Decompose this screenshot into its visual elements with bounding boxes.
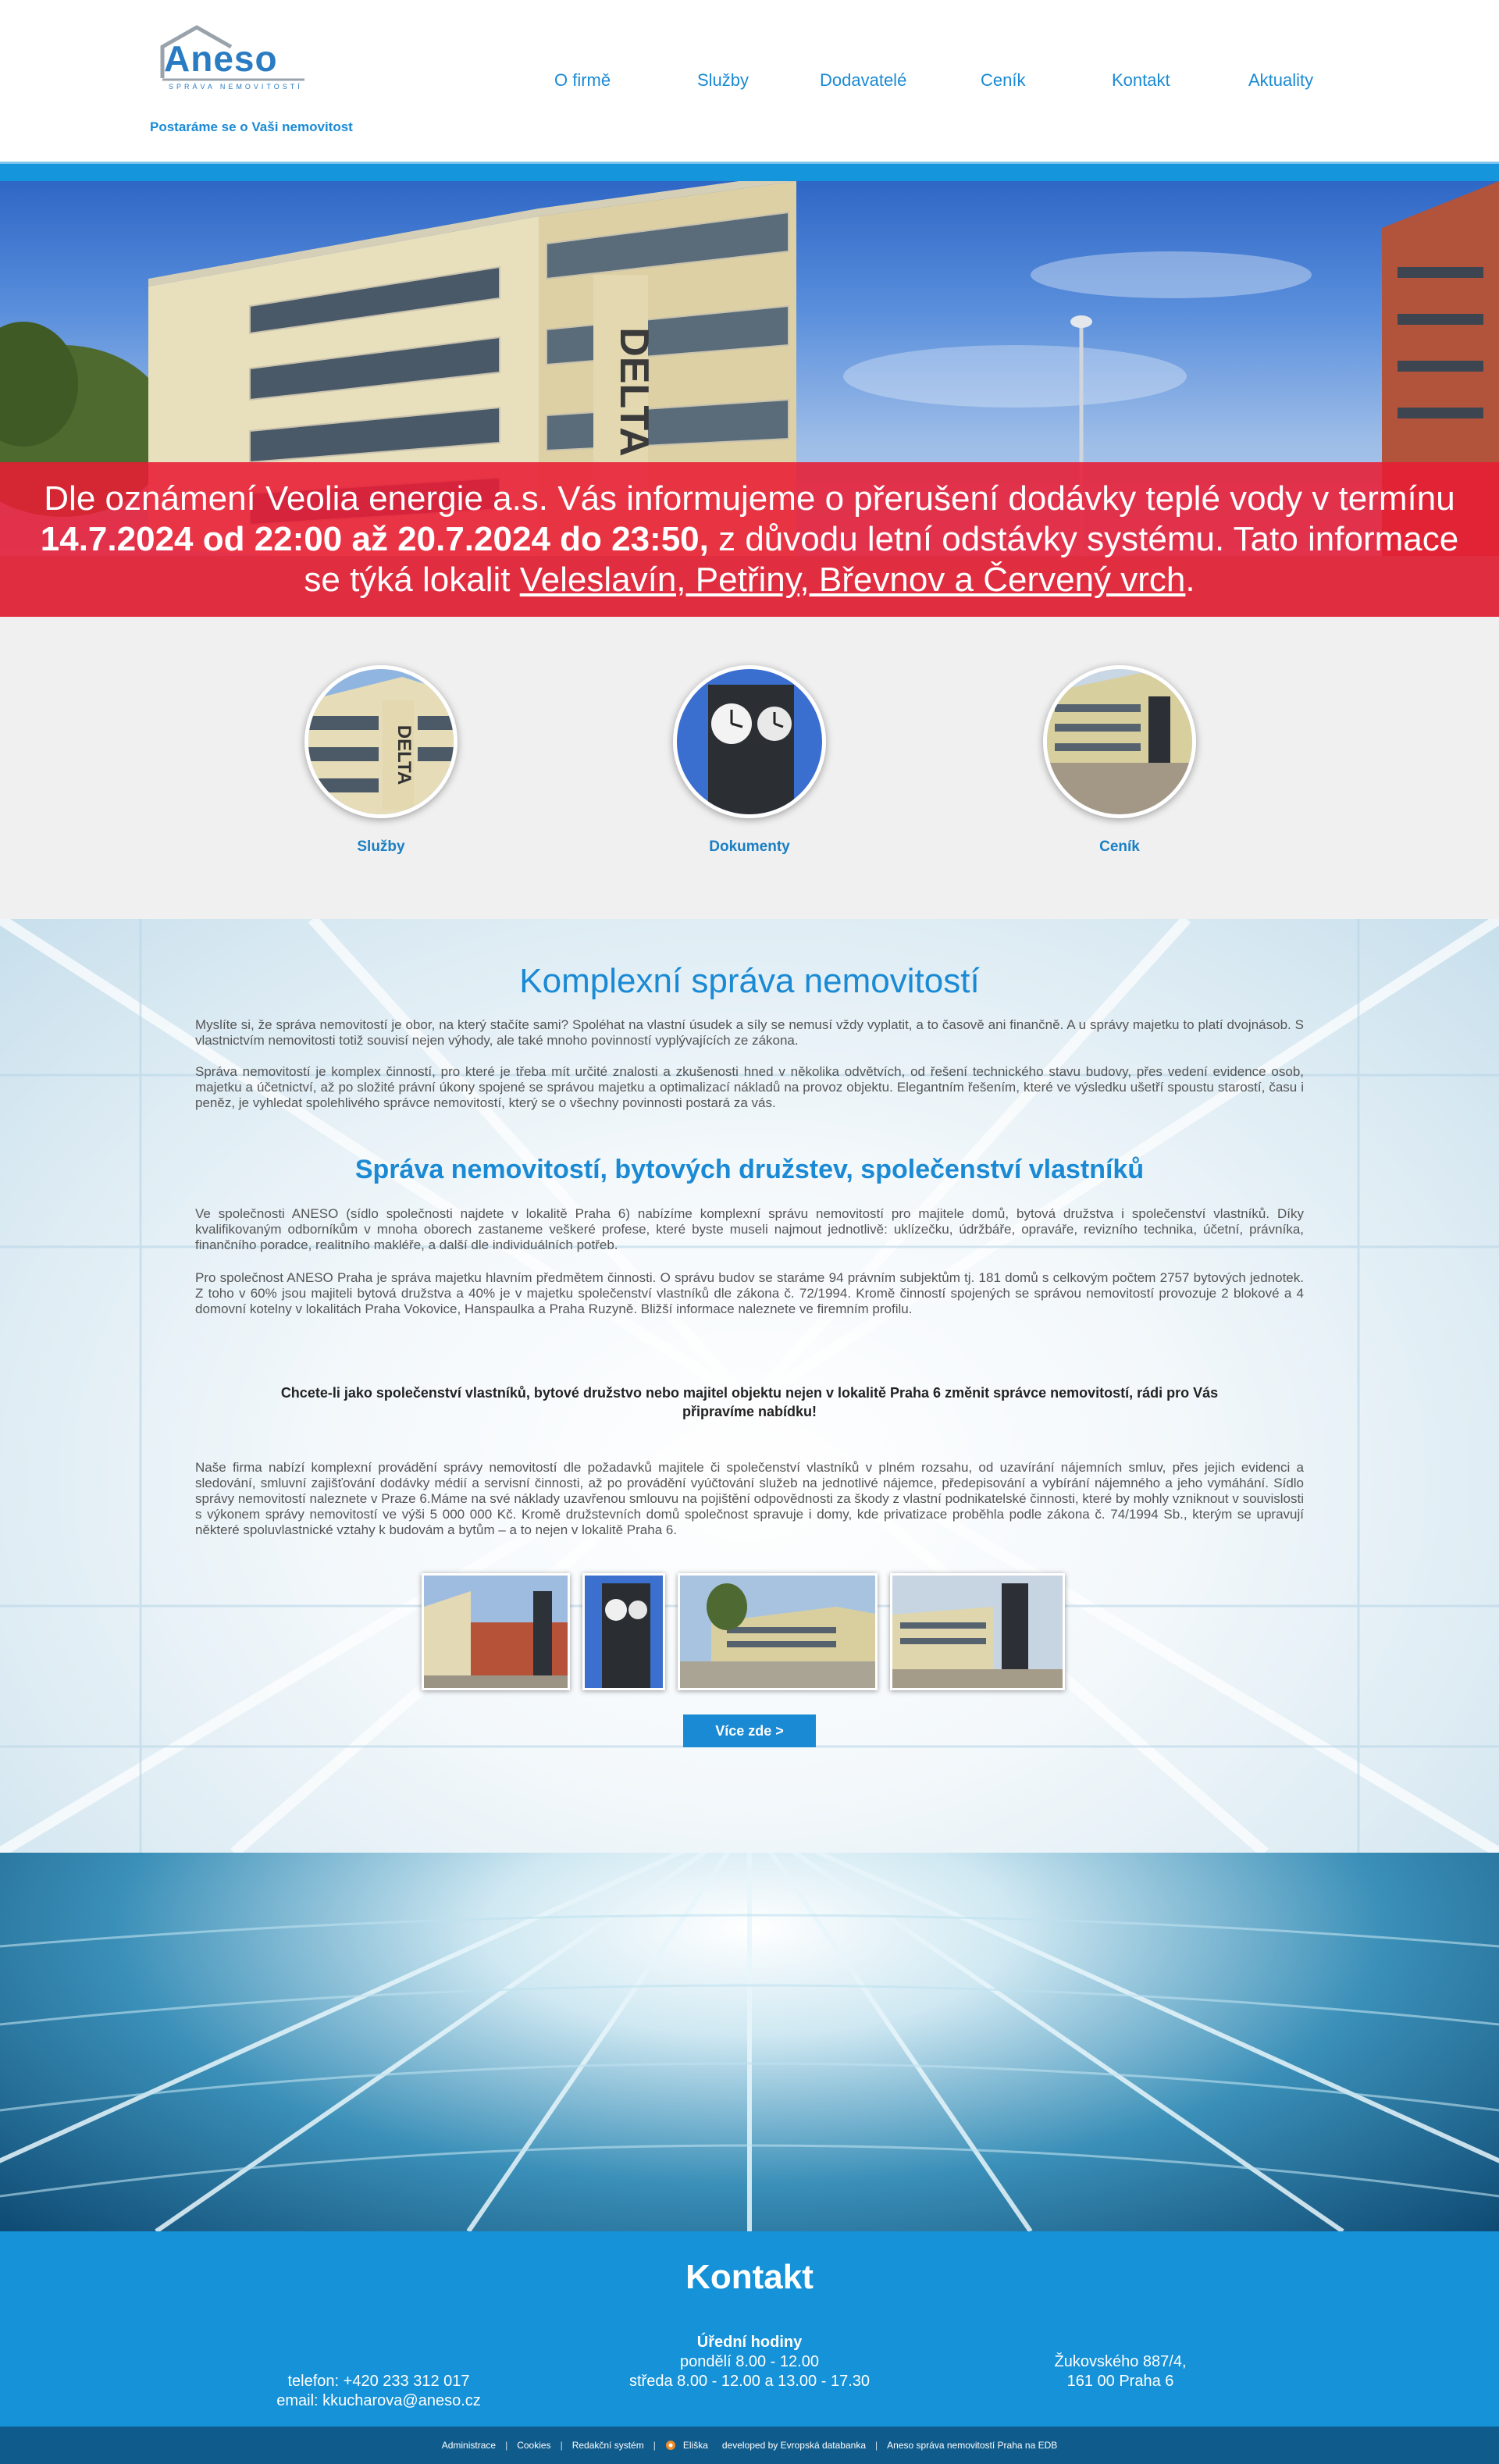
site-header (0, 0, 1499, 164)
eliska-link[interactable]: Eliška (665, 2440, 713, 2452)
logo-text: Aneso (164, 38, 278, 79)
logo-subtitle: SPRÁVA NEMOVITOSTÍ (169, 83, 303, 91)
footer-phone[interactable]: telefon: +420 233 312 017 (287, 2373, 470, 2390)
icon-label-cenik[interactable]: Ceník (1099, 839, 1140, 855)
building-photo-icon[interactable] (304, 665, 458, 818)
services-paragraph-3: Naše firma nabízí komplexní provádění správy nemovitostí dle požadavků majitele či společenství vlastníků v plném rozsahu, od uzavírání nájemních smluv, přes jejich evidenci a sledování, smluvní zajišťování dodávky médií a servisní činnosti, až po provádění vyúčtování služeb na jednotlivé nájemce, předepisování a vybírání nájemného a jeho vymáhání. Sídlo správy nemovitostí naleznete v Praze 6.Máme na své náklady uzavřenou smlouvu na pojištění odpovědnosti za škody z vlastní podnikatelské činnosti, které by mohly vzniknout v souvislosti s výkonem správy nemovitostí ve výši 5 000 000 Kč. Kromě družstevních domů společnost spravuje i domy, kde privatizace proběhla podle zákona č. 74/1994 Sb., kterým se upravují některé spoluvlastnické vztahy k budovám a bytům – a to nejen v lokalitě Praha 6. (195, 1460, 1304, 1537)
nav-item-o-firme[interactable]: O firmě (554, 70, 611, 90)
icon-label-dokumenty[interactable]: Dokumenty (709, 839, 790, 855)
icon-card-cenik[interactable] (1034, 665, 1205, 856)
nav-item-kontakt[interactable]: Kontakt (1112, 70, 1170, 90)
footer-hours-wednesday: středa 8.00 - 12.00 a 13.00 - 17.30 (629, 2373, 870, 2390)
footer-address-city: 161 00 Praha 6 (1066, 2373, 1174, 2390)
eliska-logo-icon (665, 2440, 676, 2451)
hero-banner (0, 181, 1499, 617)
footer-hours-title: Úřední hodiny (696, 2334, 803, 2351)
intro-paragraph-1: Myslíte si, že správa nemovitostí je obor, na který stačíte sami? Spoléhat na vlastní úsudek a síly se nemusí vždy vyplatit, a to časově ani finančně. A u správy majetku to platí dvojnásob. S vlastnictvím nemovitosti totiž souvisí nejen výhody, ale také mnoho povinností vyplývajících ze zákona. (195, 1017, 1304, 1048)
nav-item-dodavatele[interactable]: Dodavatelé (820, 70, 907, 90)
svg-text:DELTA: DELTA (393, 725, 415, 785)
offer-callout: Chcete-li jako společenství vlastníků, bytové družstvo nebo majitel objektu nejen v lokalitě Praha 6 změnit správce nemovitostí, rádi pro Vás připravíme nabídku! (280, 1385, 1219, 1419)
outage-notice (0, 462, 1499, 617)
cookies-link[interactable]: Cookies (517, 2440, 551, 2451)
gallery-photo-1[interactable] (422, 1573, 570, 1690)
footer-hours-monday: pondělí 8.00 - 12.00 (680, 2353, 819, 2370)
glass-facade-band (0, 1853, 1499, 2231)
nav-item-aktuality[interactable]: Aktuality (1248, 70, 1314, 90)
header-blue-bar (0, 164, 1499, 181)
glass-facade-illustration (0, 1853, 1499, 2231)
footer-address-street: Žukovského 887/4, (1054, 2353, 1187, 2370)
nav-item-sluzby[interactable]: Služby (697, 70, 750, 90)
icon-label-sluzby[interactable]: Služby (357, 839, 405, 855)
plaza-photo-icon[interactable] (1043, 665, 1196, 818)
section-title: Komplexní správa nemovitostí (519, 962, 980, 1000)
feature-icons (0, 617, 1499, 919)
footer-contact (223, 2352, 535, 2411)
footer-address (964, 2352, 1276, 2391)
gallery-photo-3[interactable] (678, 1573, 878, 1690)
footer-email[interactable]: email: kkucharova@aneso.cz (276, 2392, 481, 2409)
cms-link[interactable]: Redakční systém (571, 2440, 644, 2451)
aneso-logo[interactable] (156, 23, 312, 94)
admin-link[interactable]: Administrace (441, 2440, 497, 2451)
edb-credit-link[interactable]: Aneso správa nemovitostí Praha na EDB (887, 2440, 1058, 2451)
notice-dates: 14.7.2024 od 22:00 až 20.7.2024 do 23:50, (40, 520, 709, 558)
building-sign-text: DELTA (611, 327, 657, 457)
icon-card-sluzby[interactable] (295, 665, 467, 856)
services-paragraph-1: Ve společnosti ANESO (sídlo společnosti najdete v lokalitě Praha 6) nabízíme komplexní správu nemovitostí pro majitele domů, bytová družstva i společenství vlastníků. Díky kvalifikovaným odborníkům v mnoha oborech zastaneme veškeré profese, které byste museli najmout jednotlivě: uklízečku, údržbáře, opraváře, revizního technika, účetní, právníka, finančního poradce, realitního makléře, a další dle individuálních potřeb. (195, 1206, 1304, 1252)
tagline: Postaráme se o Vaši nemovitost (150, 119, 353, 134)
notice-text: Dle oznámení Veolia energie a.s. Vás informujeme o přerušení dodávky teplé vody v termínu 14.7.2024 od 22:00 až 20.7.2024 do 23:50, z důvodu letní odstávky systému. Tato informace se týká lokalit Veleslavín, Petřiny, Břevnov a Červený vrch. (40, 479, 1459, 599)
contact-footer (0, 2231, 1499, 2427)
main-nav (515, 70, 1343, 94)
bottom-bar: Administrace | Cookies | Redakční systém | Eliška developed by Evropská databanka | Aneso správa nemovitostí Praha na EDB (0, 2427, 1499, 2464)
clock-tower-photo-icon[interactable] (673, 665, 826, 818)
nav-item-cenik[interactable]: Ceník (981, 70, 1026, 90)
notice-places-link[interactable]: Veleslavín, Petřiny, Břevnov a Červený vrch (519, 561, 1186, 599)
more-button[interactable]: Více zde > (683, 1714, 816, 1747)
icon-card-dokumenty[interactable] (664, 665, 835, 856)
main-content (0, 919, 1499, 1853)
gallery-photo-4[interactable] (890, 1573, 1065, 1690)
section-subtitle: Správa nemovitostí, bytových družstev, společenství vlastníků (354, 1155, 1145, 1184)
developer-credit[interactable]: developed by Evropská databanka (721, 2440, 867, 2451)
footer-title: Kontakt (685, 2258, 814, 2296)
footer-hours (593, 2333, 906, 2391)
services-paragraph-2: Pro společnost ANESO Praha je správa majetku hlavním předmětem činnosti. O správu budov se staráme 94 právním subjektům tj. 181 domů s celkovým počtem 2757 bytových jednotek. Z toho v 60% jsou majiteli bytová družstva a 40% je v majetku společenství vlastníků dle zákona č. 72/1994. Kromě činností spojených se správou nemovitostí provozuje 2 blokové a 4 domovní kotelny v lokalitách Praha Vokovice, Hanspaulka a Praha Ruzyně. Bližší informace naleznete ve firemním profilu. (195, 1270, 1304, 1316)
gallery-photo-2[interactable] (582, 1573, 665, 1690)
intro-paragraph-2: Správa nemovitostí je komplex činností, pro které je třeba mít určité znalosti a zkušenosti hned v několika odvětvích, od řešení technického stavu budovy, přes vedení evidence osob, majetku a účetnictví, až po složité právní úkony spojené se správou majetku a optimalizací nákladů na provoz objektu. Elegantním řešením, které ve výsledku ušetří spoustu starostí, času i peněz, je vyhledat spolehlivého správce nemovitostí, který se o všechny povinnosti postará za vás. (195, 1064, 1304, 1110)
